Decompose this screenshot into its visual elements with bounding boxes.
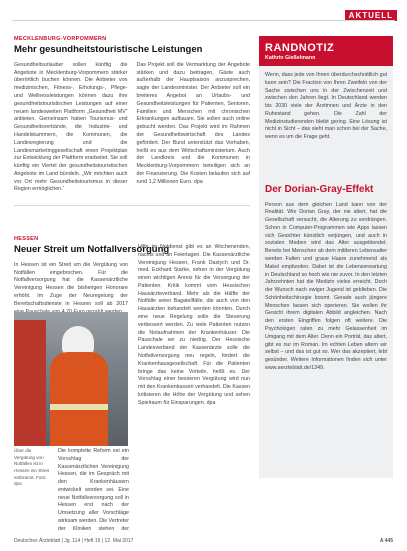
article2-photo: [14, 312, 128, 446]
footer-page-number: A 445: [379, 538, 393, 544]
article-gesundheitstourismus: [14, 36, 250, 206]
article2-column-1-lower: Die komplette Reform sei ein Vorschlag der Kassenärztlichen Vereinigung Hessen, die im Gespräch mit den Krankenhäusern entwickelt worden sei. Eine neue Notfallversorgung soll in Hessen erst nach der Umsetzung aller Vorschläge wirksam werden. Die Vertreter der Kliniken stehen der: [58, 448, 129, 532]
paramedic-photo: [14, 312, 128, 446]
randnotiz-title: RANDNOTIZ: [265, 42, 335, 54]
randnotiz-author: Kathrin Gießelmann: [265, 55, 316, 61]
sidebar-randnotiz: [259, 36, 393, 478]
article1-column-2: Das Projekt soll die Vermarktung der Angebote stärken und dazu beitragen, Gäste auch außerhalb der Hauptsaison anzusprechen, sagte der Landesminister. Der Anbieter soll ein breiteres Angebot an Urlaubs- und Gesundheitsleistungen für Patienten, Senioren, Familien und Menschen mit chronischen Erkrankungen aufbauen. Sie sollen auch online gebucht werden. Das Projekt wird im Rahmen der Gesundheitswirtschaft des Landes gefördert. Der Bund unterstützt das Vorhaben, heißt es aus dem Wirtschaftsministerium. Auch der Landkreis und die Kommunen in Mecklenburg-Vorpommern beteiligen sich an der Finanzierung. Die Kosten belaufen sich auf rund 1,2 Millionen Euro. dpa: [136, 61, 250, 185]
article-divider: [14, 205, 250, 206]
photo-ambulance-shape: [14, 320, 46, 446]
photo-caption: Über die Vergütung von Notfällen ist in Hessen ein Streit entbrannt. Foto: dpa: [14, 448, 49, 487]
section-label: AKTUELL: [345, 10, 397, 21]
article1-column-1: Gesundheitsurlauber sollen künftig die Angebote in Mecklenburg-Vorpommern stärker überörtlich buchen können. Die Anbieter von medizinischen, Fitness-, Erholungs-, Pflege- und Wellnessleistungen können dazu ihre gesundheitstouristischen Leistungen auf einer neuen landesweiten Plattform „Gesundheit MV“ anbieten. Gemeinsam haben Tourismus- und Gesundheitsverbände, die Industrie- und Handelskammern, die Kommunen, die Landesregierung und die Landesmarketinggesellschaft einen Projektplan zur Entwicklung der Plattform erarbeitet. Sie soll künftig ein Viertel der gesundheitstouristischen Angebote im Land bündeln. „Wir möchten auch vor Ort mehr Gesundheitstourismus in dieser Region ermöglichen.“: [14, 61, 128, 193]
article2-kicker: HESSEN: [14, 236, 39, 242]
randnotiz-box: [259, 36, 393, 66]
randnotiz-text: Person aus dem gleichen Land kann von der Realität. Wie Dorian Gray, der nie altert, hat die Gesellschaft versucht, die Alterung zu verdrängen. Schon in Computer-Programmen wie Apps lassen sich Gesichter künstlich verjüngen, und auch in sozialen Medien wird das Alter ausgeblendet. Bereits bei Menschen ab dem mittleren Lebensalter werden Falten und graue Haare zunehmend als Makel empfunden. Dabei ist die Lebenserwartung in Deutschland so hoch wie nie zuvor. In den letzten Jahrzehnten hat die Medizin vieles erreicht. Doch der Wunsch nach ewiger Jugend ist geblieben. Die Schönheitschirurgie boomt. Gerade auch jüngere Menschen lassen sich operieren. Sie wollen ihr Gesicht ihrem digitalen Abbild angleichen. Nach den ersten Eingriffen folgen oft weitere. Die Psychologen raten zu mehr Gelassenheit im Umgang mit dem Alter. Denn ein Porträt, das altert, gibt es nur im Roman. Im echten Leben altern wir selbst – und das ist gut so. Wer das akzeptiert, lebt gesünder. Weitere Informationen finden sich unter www.aerzteblatt.de/1349.: [265, 201, 387, 371]
photo-jacket-shape: [50, 352, 108, 446]
header-rule: [12, 20, 395, 21]
article2-column-1-upper: In Hessen ist ein Streit um die Vergütung von Notfällen eingebrochen. Für die Notfallversorgung hat die Kassenärztliche Vereinigung Hessen die bisherigen Honorare erhöht. Im Zuge der Neuregelung der Bereitschaftsdienste in Hessen soll ab 2017: [14, 261, 128, 307]
article1-kicker: MECKLENBURG-VORPOMMERN: [14, 36, 107, 42]
randnotiz-intro: Wenn, dass jede von Ihnen überdurchschnittlich gut kann sein? Die Fraction von Ihren Zweifeln von der Sache zwischen uns in der Zwischenzeit und zwischen den Jahren liegt. In Deutschland werden bis 2030 viele der Ärztinnen und Ärzte in den Ruhestand gehen. Die Zahl der Medizinstudierenden bleibt gering. Eine Lösung ist nicht in Sicht – das sieht man schon bei der Sache, wenn es um die Frage geht.: [265, 72, 387, 141]
article1-headline: Mehr gesundheitstouristische Leistungen: [14, 44, 203, 55]
article2-headline: Neuer Streit um Notfallversorgung: [14, 244, 170, 255]
footer-publication: Deutsches Ärzteblatt | Jg. 114 | Heft 19 | 12. Mai 2017: [14, 538, 134, 544]
article1-columns: [14, 62, 250, 194]
randnotiz-body: [259, 66, 393, 478]
photo-reflective-stripe: [50, 404, 108, 410]
article2-column-2: Hilfe im Notdienst gibt es an Wochenenden, nachts und an Feiertagen. Die Kassenärztliche Vereinigung Hessen, Frank Dastych und Dr. med. Eckhard Starke, sehen in der Vergütung einen wichtigen Anreiz für die Versorgung der Patienten. Kritik kommt vom Hessischen Hausärzteverband. Mehr als die Hälfte der Notfälle seien Bagatellfälle, die auch von den Hausärzten behandelt werden könnten. Durch eine neue Regelung solle die Steuerung verbessert werden. Zu viele Patienten nutzen die Notaufnahmen der Krankenhäuser. Die Pauschale sei zu niedrig. Der Hessische Landesverband der Kassenärzte solle die Notfallversorgung neu regeln, fordert die Krankenhausgesellschaft. Für die Patienten bringe das keine Vorteile, heißt es. Der Vorschlag einer besseren Vergütung wird nun mit den Krankenkassen verhandelt. Die Kassen kritisieren die Höhe der Vergütung und sehen Spielraum für Einsparungen. dpa: [138, 244, 250, 406]
randnotiz-headline: Der Dorian-Gray-Effekt: [265, 184, 374, 195]
